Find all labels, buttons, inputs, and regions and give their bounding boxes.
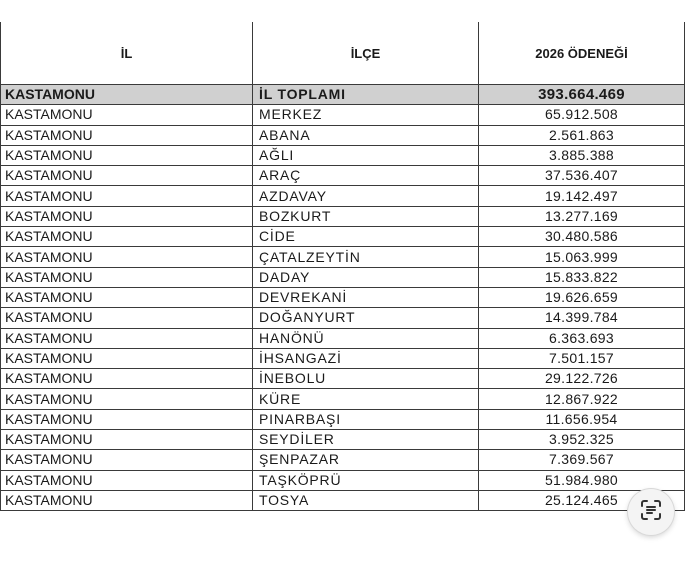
cell-il: KASTAMONU	[1, 105, 253, 125]
total-il: KASTAMONU	[1, 85, 253, 105]
table-row	[1, 409, 685, 429]
table-row	[1, 490, 685, 510]
table-row	[1, 145, 685, 165]
cell-odenek: 12.867.922	[479, 389, 685, 409]
cell-ilce: TAŞKÖPRÜ	[253, 470, 479, 490]
table-row	[1, 267, 685, 287]
cell-odenek: 51.984.980	[479, 470, 685, 490]
cell-ilce: PINARBAŞI	[253, 409, 479, 429]
total-odenek: 393.664.469	[479, 85, 685, 105]
cell-ilce: ABANA	[253, 125, 479, 145]
table-row	[1, 166, 685, 186]
cell-odenek: 19.626.659	[479, 287, 685, 307]
cell-ilce: ŞENPAZAR	[253, 450, 479, 470]
table-row	[1, 430, 685, 450]
header-odenek: 2026 ÖDENEĞİ	[479, 22, 685, 85]
cell-il: KASTAMONU	[1, 125, 253, 145]
cell-il: KASTAMONU	[1, 287, 253, 307]
cell-odenek: 29.122.726	[479, 369, 685, 389]
cell-odenek: 25.124.465	[479, 490, 685, 510]
document-sheet	[0, 22, 684, 511]
cell-odenek: 13.277.169	[479, 206, 685, 226]
cell-il: KASTAMONU	[1, 348, 253, 368]
cell-ilce: BOZKURT	[253, 206, 479, 226]
cell-odenek: 3.885.388	[479, 145, 685, 165]
cell-il: KASTAMONU	[1, 267, 253, 287]
table-row	[1, 287, 685, 307]
cell-il: KASTAMONU	[1, 166, 253, 186]
cell-ilce: SEYDİLER	[253, 430, 479, 450]
cell-il: KASTAMONU	[1, 206, 253, 226]
cell-odenek: 30.480.586	[479, 227, 685, 247]
allowance-table	[0, 22, 685, 511]
cell-ilce: DOĞANYURT	[253, 308, 479, 328]
cell-il: KASTAMONU	[1, 328, 253, 348]
total-ilce: İL TOPLAMI	[253, 85, 479, 105]
table-row	[1, 247, 685, 267]
cell-odenek: 2.561.863	[479, 125, 685, 145]
cell-il: KASTAMONU	[1, 389, 253, 409]
cell-ilce: AĞLI	[253, 145, 479, 165]
table-row	[1, 308, 685, 328]
cell-il: KASTAMONU	[1, 409, 253, 429]
cell-ilce: AZDAVAY	[253, 186, 479, 206]
table-row	[1, 369, 685, 389]
cell-ilce: DADAY	[253, 267, 479, 287]
cell-ilce: KÜRE	[253, 389, 479, 409]
cell-ilce: İNEBOLU	[253, 369, 479, 389]
cell-il: KASTAMONU	[1, 145, 253, 165]
cell-ilce: MERKEZ	[253, 105, 479, 125]
table-row	[1, 450, 685, 470]
table-row	[1, 186, 685, 206]
cell-odenek: 15.833.822	[479, 267, 685, 287]
cell-il: KASTAMONU	[1, 450, 253, 470]
cell-ilce: HANÖNÜ	[253, 328, 479, 348]
cell-ilce: İHSANGAZİ	[253, 348, 479, 368]
cell-ilce: CİDE	[253, 227, 479, 247]
cell-odenek: 19.142.497	[479, 186, 685, 206]
cell-odenek: 37.536.407	[479, 166, 685, 186]
cell-ilce: TOSYA	[253, 490, 479, 510]
table-header-row	[1, 22, 685, 85]
cell-odenek: 7.369.567	[479, 450, 685, 470]
table-row	[1, 470, 685, 490]
table-row	[1, 125, 685, 145]
text-scan-icon	[639, 498, 663, 527]
cell-ilce: DEVREKANİ	[253, 287, 479, 307]
cell-odenek: 65.912.508	[479, 105, 685, 125]
cell-il: KASTAMONU	[1, 186, 253, 206]
cell-ilce: ARAÇ	[253, 166, 479, 186]
cell-odenek: 6.363.693	[479, 328, 685, 348]
text-scan-button[interactable]	[628, 489, 674, 535]
cell-odenek: 14.399.784	[479, 308, 685, 328]
table-row	[1, 328, 685, 348]
cell-il: KASTAMONU	[1, 247, 253, 267]
cell-odenek: 3.952.325	[479, 430, 685, 450]
table-row	[1, 227, 685, 247]
cell-il: KASTAMONU	[1, 308, 253, 328]
table-row	[1, 348, 685, 368]
header-il: İL	[1, 22, 253, 85]
table-total-row	[1, 85, 685, 105]
cell-il: KASTAMONU	[1, 490, 253, 510]
header-ilce: İLÇE	[253, 22, 479, 85]
cell-il: KASTAMONU	[1, 430, 253, 450]
cell-ilce: ÇATALZEYTİN	[253, 247, 479, 267]
cell-odenek: 11.656.954	[479, 409, 685, 429]
table-row	[1, 206, 685, 226]
table-row	[1, 105, 685, 125]
cell-il: KASTAMONU	[1, 470, 253, 490]
table-row	[1, 389, 685, 409]
cell-odenek: 7.501.157	[479, 348, 685, 368]
cell-il: KASTAMONU	[1, 227, 253, 247]
cell-odenek: 15.063.999	[479, 247, 685, 267]
cell-il: KASTAMONU	[1, 369, 253, 389]
